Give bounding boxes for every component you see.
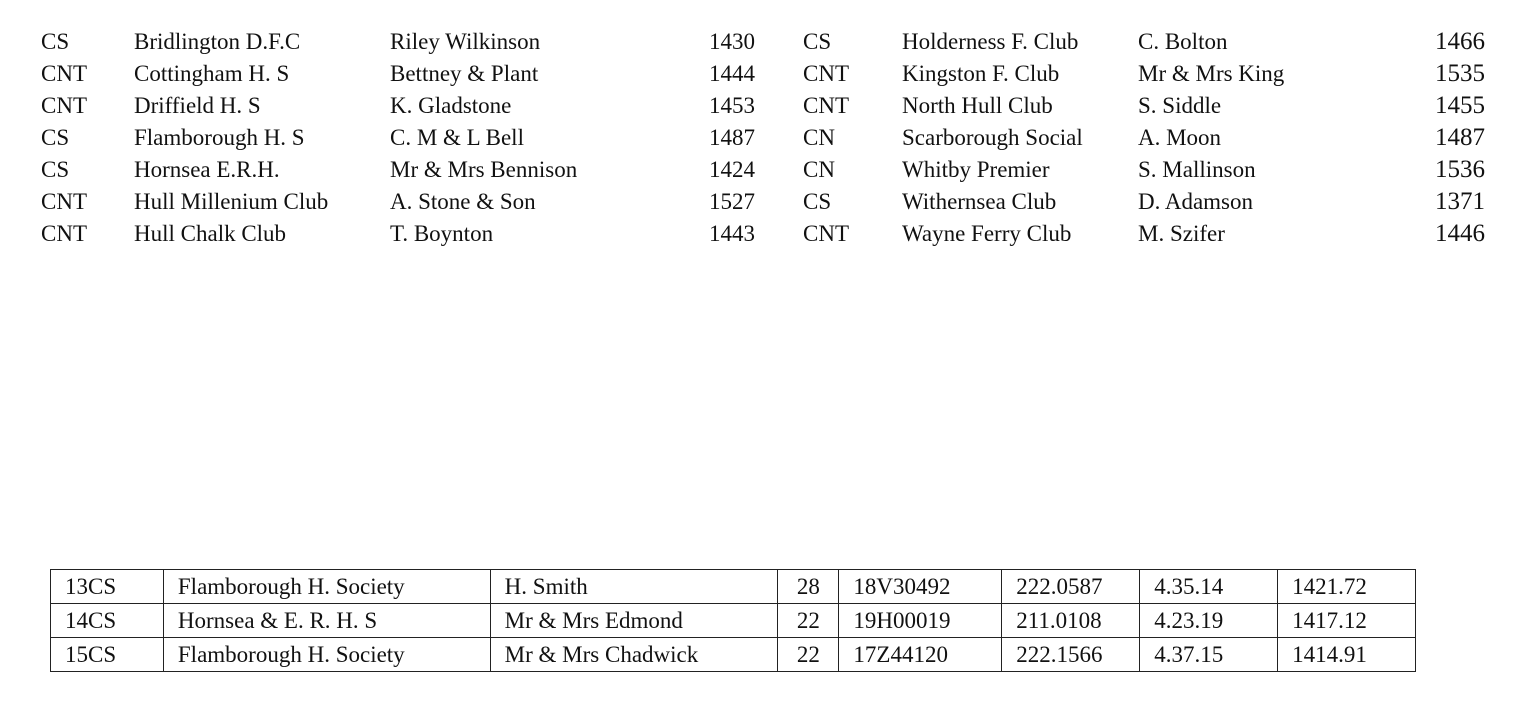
club-cell: Hornsea & E. R. H. S [163, 604, 490, 638]
position-cell: 15CS [51, 638, 164, 672]
table-row [51, 570, 1416, 604]
velocity-value: 1466 [1435, 28, 1485, 55]
velocity-value: 1455 [1435, 92, 1485, 119]
list-row [0, 58, 1513, 90]
list-row [0, 122, 1513, 154]
club-name: Kingston F. Club [902, 61, 1060, 86]
club-name: North Hull Club [902, 93, 1053, 118]
time-cell: 4.23.19 [1140, 604, 1278, 638]
section-code: CS [803, 189, 832, 214]
winner-name: Riley Wilkinson [390, 29, 541, 54]
list-row [0, 154, 1513, 186]
section-code: CNT [41, 61, 87, 86]
velocity-cell: 1417.12 [1278, 604, 1416, 638]
time-cell: 4.35.14 [1140, 570, 1278, 604]
name-cell: Mr & Mrs Edmond [490, 604, 778, 638]
section-code: CNT [803, 93, 849, 118]
winner-name: T. Boynton [390, 221, 494, 246]
winner-name: A. Moon [1138, 125, 1222, 150]
time-cell: 4.37.15 [1140, 638, 1278, 672]
club-name: Scarborough Social [902, 125, 1083, 150]
winner-name: Bettney & Plant [390, 61, 539, 86]
birds-cell: 22 [778, 638, 839, 672]
name-cell: Mr & Mrs Chadwick [490, 638, 778, 672]
position-cell: 14CS [51, 604, 164, 638]
section-code: CS [41, 157, 70, 182]
name-cell: H. Smith [490, 570, 778, 604]
club-name: Hornsea E.R.H. [134, 157, 280, 182]
club-name: Hull Chalk Club [134, 221, 287, 246]
club-velocity-list [0, 26, 1513, 250]
distance-cell: 222.0587 [1002, 570, 1140, 604]
club-name: Driffield H. S [134, 93, 261, 118]
winner-name: S. Siddle [1138, 93, 1222, 118]
club-name: Whitby Premier [902, 157, 1050, 182]
section-code: CS [41, 29, 70, 54]
distance-cell: 222.1566 [1002, 638, 1140, 672]
club-name: Wayne Ferry Club [902, 221, 1072, 246]
ring-number-cell: 18V30492 [839, 570, 1002, 604]
velocity-value: 1536 [1435, 156, 1485, 183]
section-code: CNT [803, 221, 849, 246]
velocity-value: 1371 [1435, 188, 1485, 215]
ring-number-cell: 19H00019 [839, 604, 1002, 638]
club-name: Flamborough H. S [134, 125, 305, 150]
results-table [50, 569, 1416, 672]
winner-name: C. Bolton [1138, 29, 1228, 54]
winner-name: A. Stone & Son [390, 189, 536, 214]
club-name: Holderness F. Club [902, 29, 1079, 54]
velocity-value: 1535 [1435, 60, 1485, 87]
winner-name: Mr & Mrs Bennison [390, 157, 578, 182]
section-code: CS [41, 125, 70, 150]
velocity-value: 1444 [709, 61, 755, 86]
section-code: CNT [41, 221, 87, 246]
winner-name: S. Mallinson [1138, 157, 1256, 182]
position-cell: 13CS [51, 570, 164, 604]
winner-name: M. Szifer [1138, 221, 1225, 246]
velocity-value: 1453 [709, 93, 755, 118]
birds-cell: 22 [778, 604, 839, 638]
velocity-value: 1527 [709, 189, 755, 214]
club-cell: Flamborough H. Society [163, 570, 490, 604]
club-name: Hull Millenium Club [134, 189, 329, 214]
club-name: Bridlington D.F.C [134, 29, 301, 54]
club-name: Withernsea Club [902, 189, 1057, 214]
ring-number-cell: 17Z44120 [839, 638, 1002, 672]
table-row [51, 604, 1416, 638]
velocity-value: 1430 [709, 29, 755, 54]
list-row [0, 26, 1513, 58]
section-code: CN [803, 157, 835, 182]
winner-name: Mr & Mrs King [1138, 61, 1285, 86]
club-name: Cottingham H. S [134, 61, 290, 86]
list-row [0, 186, 1513, 218]
velocity-value: 1424 [709, 157, 755, 182]
club-cell: Flamborough H. Society [163, 638, 490, 672]
winner-name: K. Gladstone [390, 93, 512, 118]
velocity-value: 1443 [709, 221, 755, 246]
list-row [0, 218, 1513, 250]
section-code: CNT [41, 189, 87, 214]
section-code: CNT [41, 93, 87, 118]
section-code: CN [803, 125, 835, 150]
winner-name: D. Adamson [1138, 189, 1253, 214]
section-code: CNT [803, 61, 849, 86]
winner-name: C. M & L Bell [390, 125, 524, 150]
velocity-value: 1487 [709, 125, 755, 150]
section-code: CS [803, 29, 832, 54]
list-row [0, 90, 1513, 122]
distance-cell: 211.0108 [1002, 604, 1140, 638]
table-row [51, 638, 1416, 672]
velocity-cell: 1421.72 [1278, 570, 1416, 604]
velocity-value: 1446 [1435, 220, 1485, 247]
velocity-cell: 1414.91 [1278, 638, 1416, 672]
velocity-value: 1487 [1435, 124, 1485, 151]
birds-cell: 28 [778, 570, 839, 604]
